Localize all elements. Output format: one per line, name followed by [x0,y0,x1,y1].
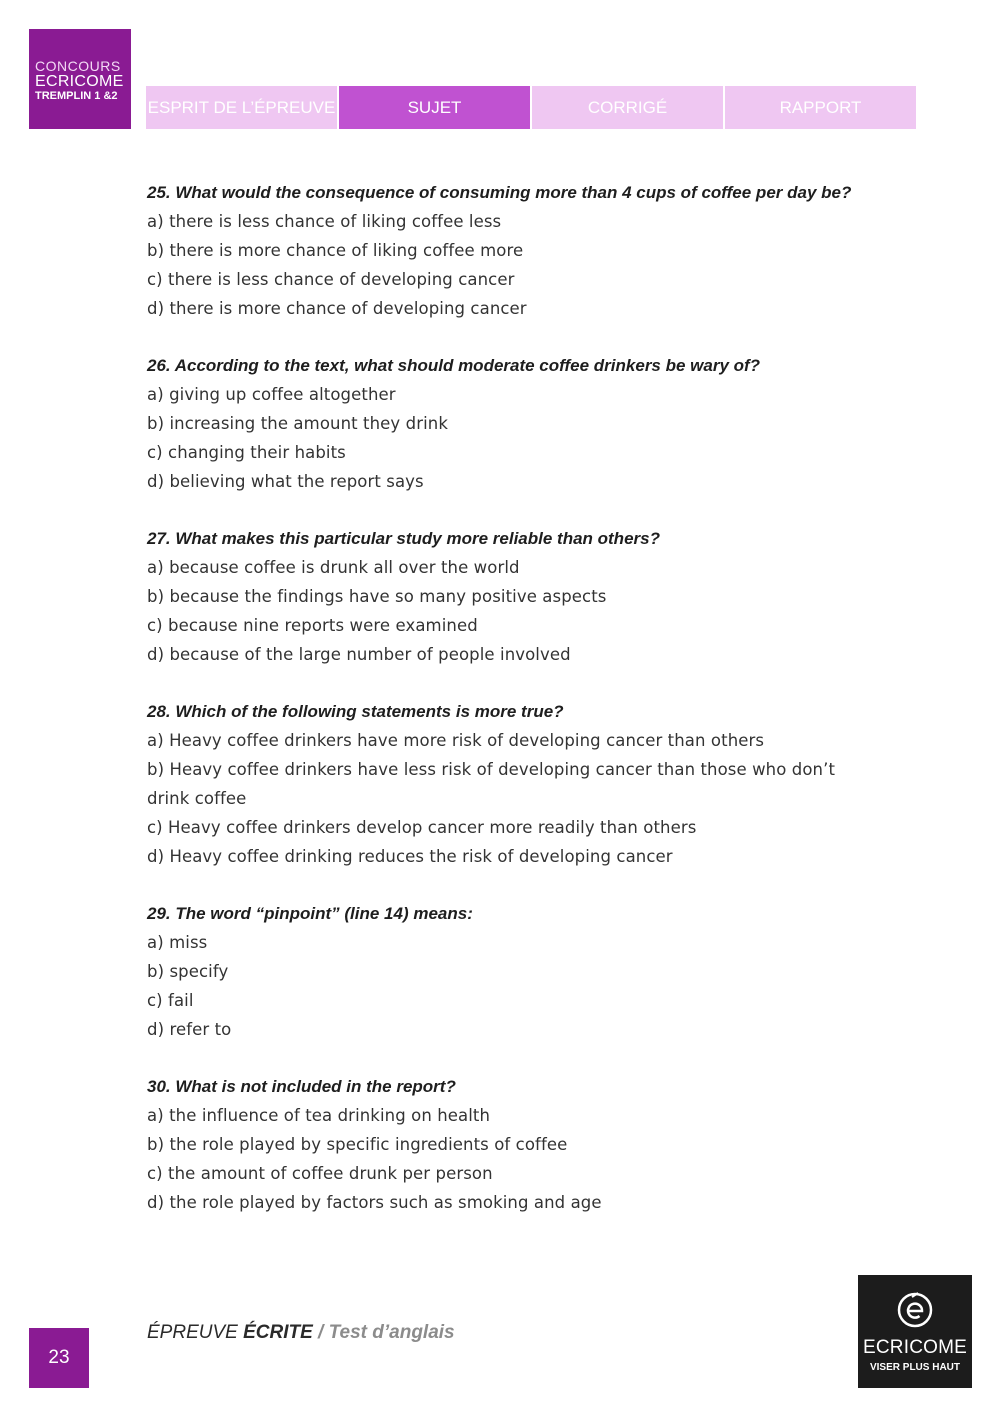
answer-option: d) because of the large number of people involved [147,645,571,664]
answer-option: a) because coffee is drunk all over the world [147,558,520,577]
footer-title-ecrite: ÉCRITE [243,1322,313,1343]
answer-option: a) giving up coffee altogether [147,385,396,404]
question-title: 30. What is not included in the report? [147,1077,456,1096]
page-number: 23 [29,1328,89,1388]
footer-separator: / [312,1322,329,1343]
footer-title-epreuve: ÉPREUVE [147,1322,244,1343]
question-block [147,178,907,323]
brand-name: ECRICOME [863,1337,967,1358]
tab-corrige[interactable]: CORRIGÉ [532,86,723,129]
footer-title [147,1322,455,1344]
logo-line-ecricome: ECRICOME [35,73,124,90]
answer-option: d) the role played by factors such as smoking and age [147,1193,602,1212]
answer-option: d) refer to [147,1020,232,1039]
question-block [147,351,907,496]
questions-list [147,178,907,1245]
answer-option: c) the amount of coffee drunk per person [147,1164,493,1183]
tab-rapport[interactable]: RAPPORT [725,86,916,129]
logo-line-tremplin: TREMPLIN 1 &2 [35,90,118,102]
answer-option: b) the role played by specific ingredients of coffee [147,1135,568,1154]
answer-option: b) because the findings have so many positive aspects [147,587,607,606]
question-title: 25. What would the consequence of consuming more than 4 cups of coffee per day be? [147,183,852,202]
ecricome-e-icon [896,1291,934,1329]
question-block [147,697,907,871]
answer-option: c) fail [147,991,194,1010]
answer-option: d) there is more chance of developing cancer [147,299,527,318]
answer-option: c) there is less chance of developing cancer [147,270,515,289]
question-block [147,524,907,669]
brand-tagline: VISER PLUS HAUT [869,1362,960,1373]
question-block [147,899,907,1044]
ecricome-logo [858,1275,972,1388]
concours-logo [29,29,131,129]
answer-option: a) there is less chance of liking coffee less [147,212,502,231]
tab-esprit-epreuve[interactable]: ESPRIT DE L’ÉPREUVE [146,86,337,129]
answer-option: b) there is more chance of liking coffee more [147,241,524,260]
question-title: 28. Which of the following statements is more true? [147,702,564,721]
answer-option: b) Heavy coffee drinkers have less risk of developing cancer than those who don’t drink coffee [147,760,836,808]
answer-option: a) Heavy coffee drinkers have more risk of developing cancer than others [147,731,765,750]
answer-option: c) Heavy coffee drinkers develop cancer more readily than others [147,818,697,837]
answer-option: b) specify [147,962,229,981]
question-block [147,1072,907,1217]
answer-option: d) believing what the report says [147,472,424,491]
answer-option: c) changing their habits [147,443,346,462]
question-title: 29. The word “pinpoint” (line 14) means: [147,904,473,923]
section-tabs [146,86,916,129]
answer-option: b) increasing the amount they drink [147,414,448,433]
tab-sujet[interactable]: SUJET [339,86,530,129]
answer-option: a) the influence of tea drinking on health [147,1106,491,1125]
question-title: 26. According to the text, what should moderate coffee drinkers be wary of? [147,356,761,375]
footer-subtitle: Test d’anglais [328,1322,455,1343]
logo-line-concours: CONCOURS [35,58,121,74]
answer-option: c) because nine reports were examined [147,616,478,635]
question-title: 27. What makes this particular study more reliable than others? [147,529,660,548]
answer-option: a) miss [147,933,208,952]
answer-option: d) Heavy coffee drinking reduces the risk of developing cancer [147,847,673,866]
